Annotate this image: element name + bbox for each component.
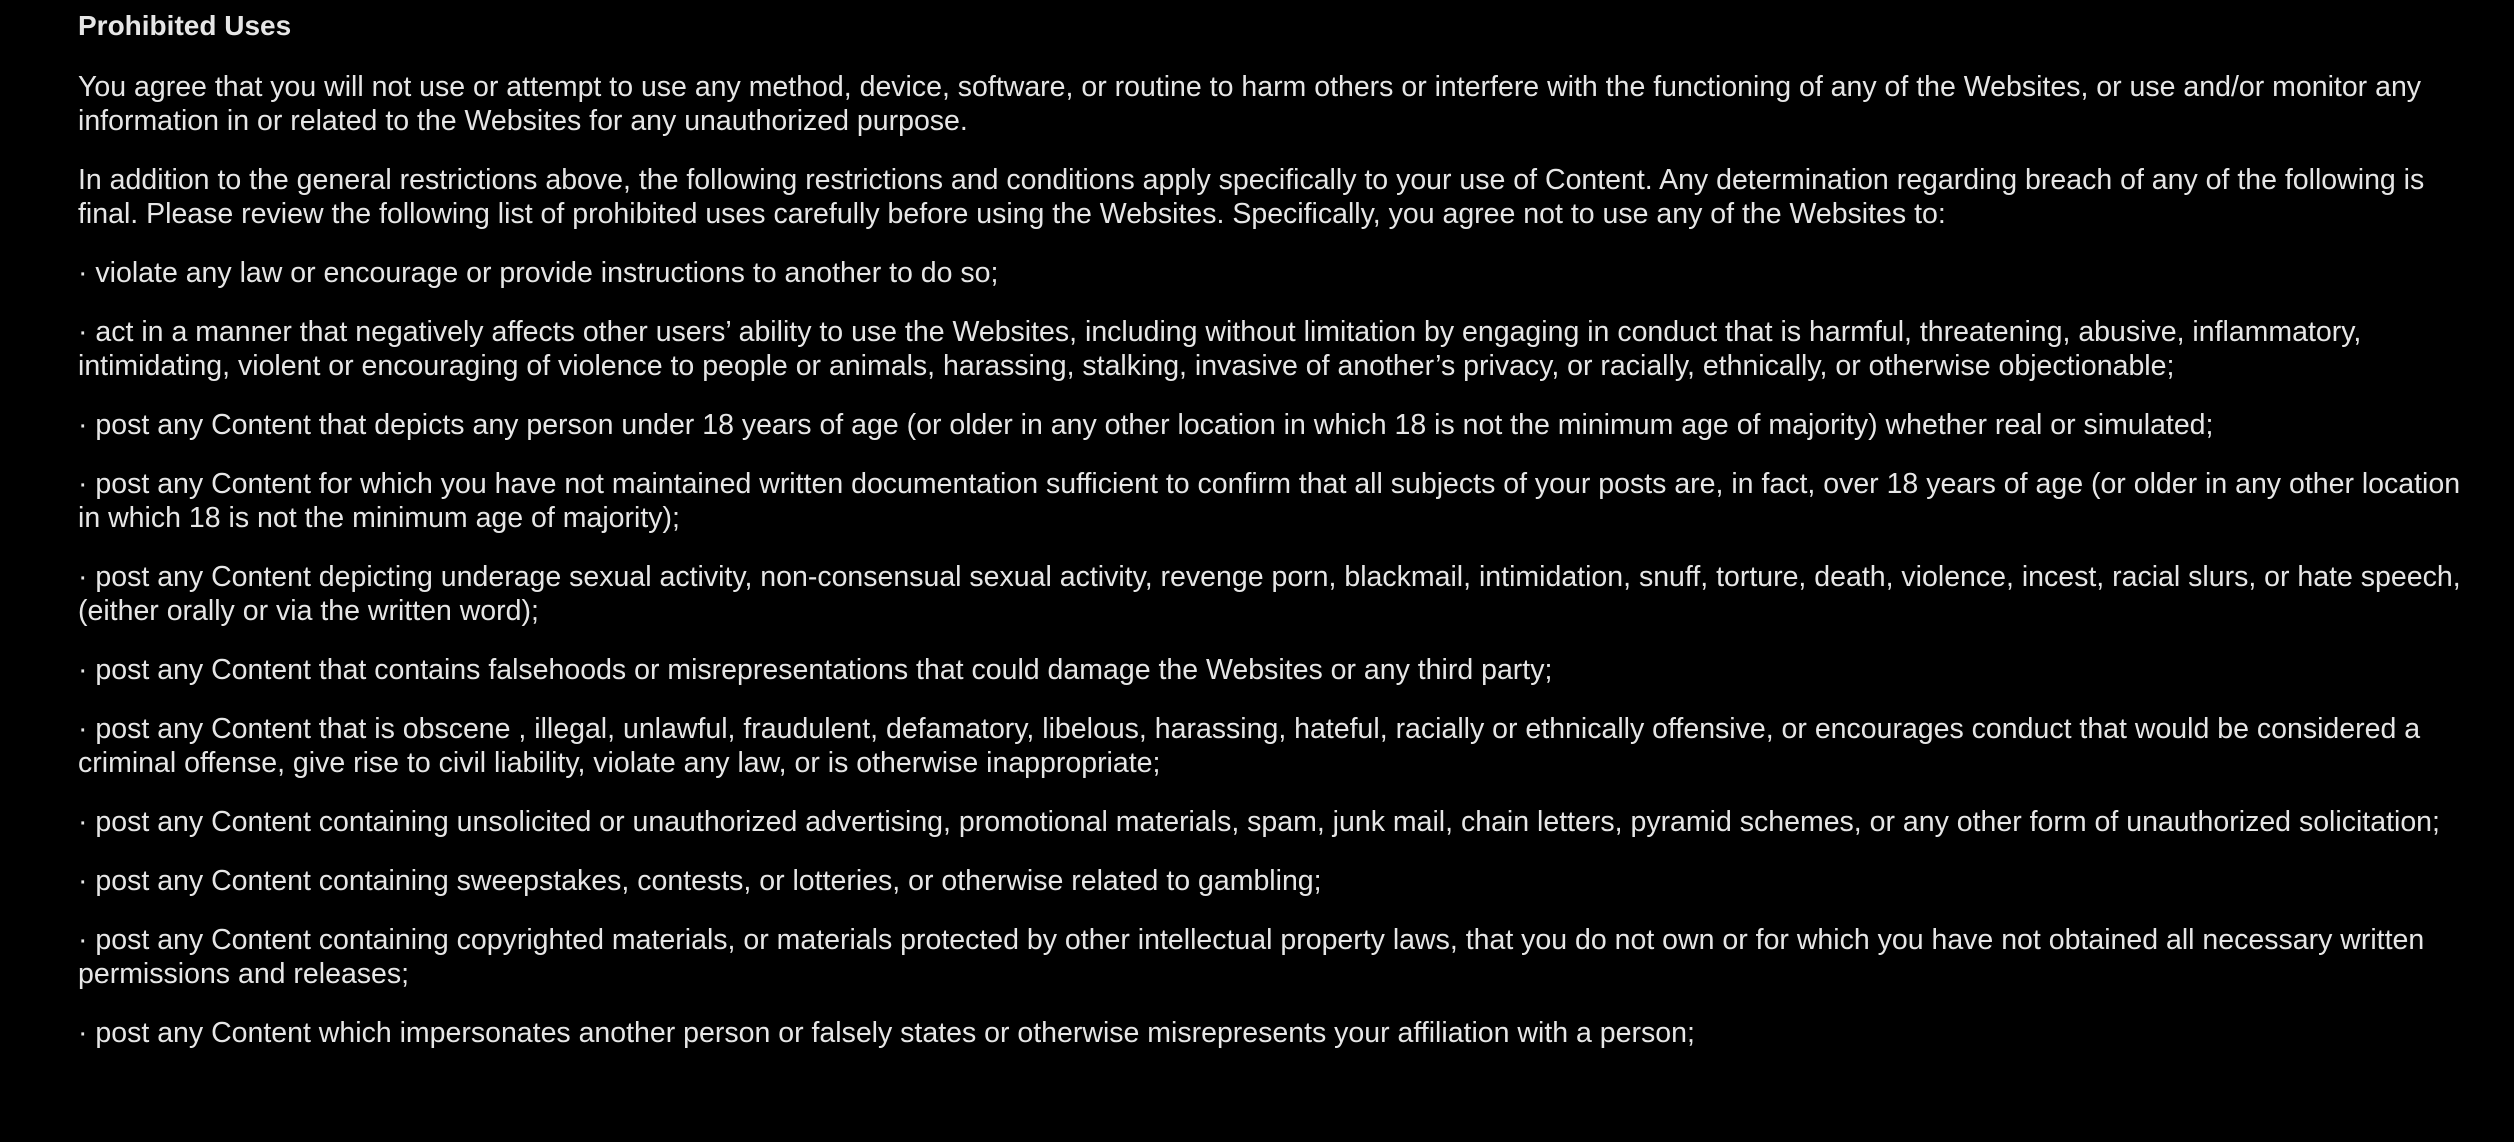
list-item: · post any Content which impersonates another person or falsely states or otherwise misrepresents your affiliation with a person; [78, 1017, 1695, 1049]
section-title: Prohibited Uses [78, 10, 292, 41]
list-item: · act in a manner that negatively affects other users’ ability to use the Websites, including without limitation by engaging in conduct that is harmful, threatening, abusive, inflammatory, intimidating, violent or encouraging of violence to people or animals, harassing, stalking, invasive of another’s privacy, or racially, ethnically, or otherwise objectionable; [78, 316, 2362, 382]
list-item: · post any Content that contains falsehoods or misrepresentations that could damage the Websites or any third party; [78, 654, 1553, 686]
intro-paragraph: In addition to the general restrictions above, the following restrictions and conditions apply specifically to your use of Content. Any determination regarding breach of any of the following is final. Please review the following list of prohibited uses carefully before using the Websites. Specifically, you agree not to use any of the Websites to: [78, 164, 2425, 230]
intro-paragraph: You agree that you will not use or attempt to use any method, device, software, or routine to harm others or interfere with the functioning of any of the Websites, or use and/or monitor any information in or related to the Websites for any unauthorized purpose. [78, 71, 2422, 137]
list-item: · violate any law or encourage or provide instructions to another to do so; [78, 257, 999, 289]
prohibited-uses-list [78, 256, 2474, 1050]
list-item: · post any Content that is obscene , illegal, unlawful, fraudulent, defamatory, libelous, harassing, hateful, racially or ethnically offensive, or encourages conduct that would be considered a criminal offense, give rise to civil liability, violate any law, or is otherwise inappropriate; [78, 713, 2421, 779]
list-item: · post any Content containing copyrighted materials, or materials protected by other intellectual property laws, that you do not own or for which you have not obtained all necessary written permissions and releases; [78, 924, 2425, 990]
list-item: · post any Content containing unsolicited or unauthorized advertising, promotional materials, spam, junk mail, chain letters, pyramid schemes, or any other form of unauthorized solicitation; [78, 806, 2440, 838]
list-item: · post any Content that depicts any person under 18 years of age (or older in any other location in which 18 is not the minimum age of majority) whether real or simulated; [78, 409, 2214, 441]
list-item: · post any Content for which you have not maintained written documentation sufficient to confirm that all subjects of your posts are, in fact, over 18 years of age (or older in any other location in which 18 is not the minimum age of majority); [78, 468, 2461, 534]
list-item: · post any Content containing sweepstakes, contests, or lotteries, or otherwise related to gambling; [78, 865, 1322, 897]
list-item: · post any Content depicting underage sexual activity, non-consensual sexual activity, revenge porn, blackmail, intimidation, snuff, torture, death, violence, incest, racial slurs, or hate speech, (either orally or via the written word); [78, 561, 2461, 627]
